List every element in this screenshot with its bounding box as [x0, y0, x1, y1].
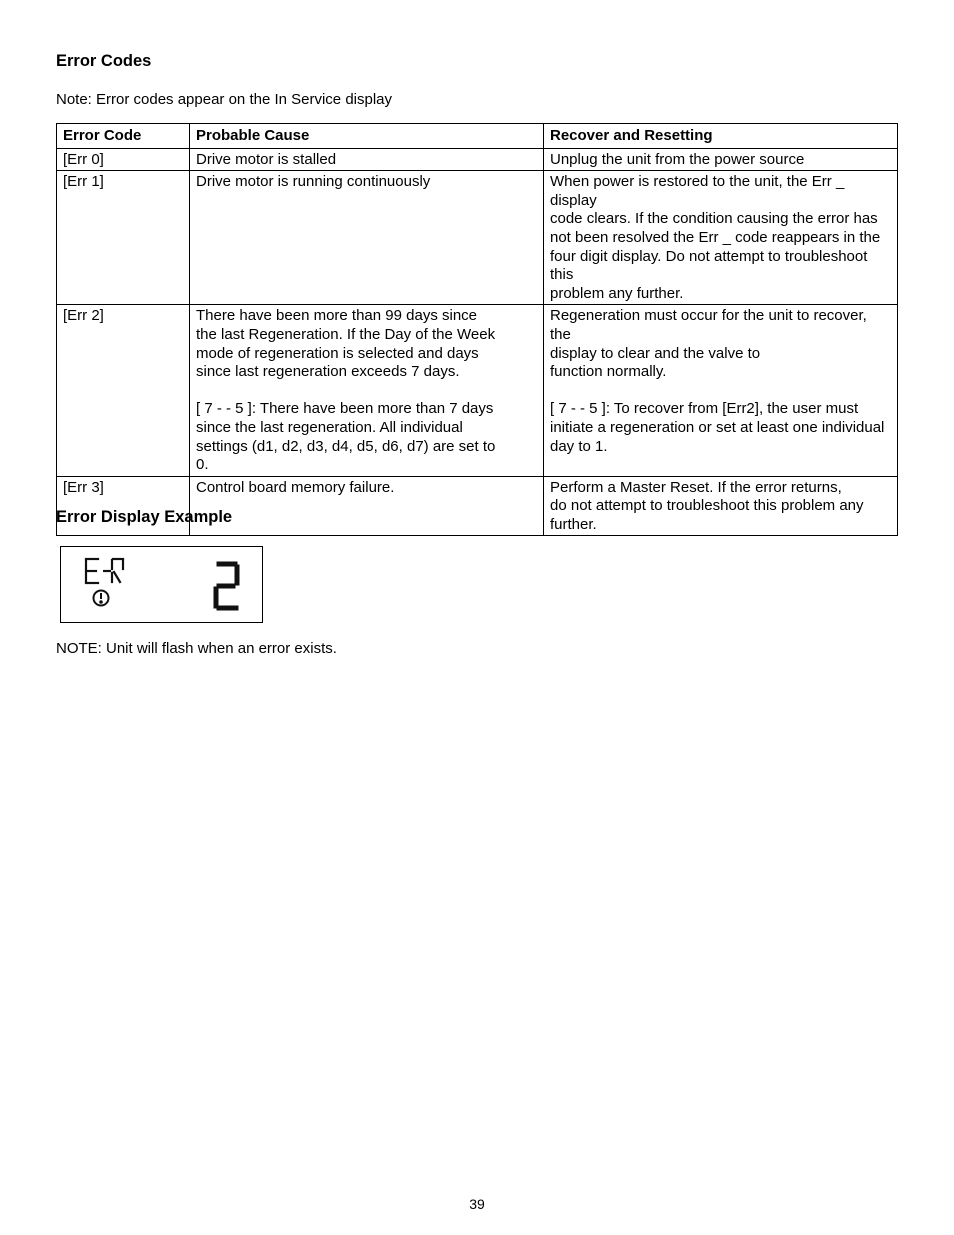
cell-line: problem any further. [550, 284, 684, 302]
cell-line: 0. [196, 456, 209, 474]
display-example-title: Error Display Example [56, 508, 233, 526]
lcd-segments [61, 547, 264, 624]
cell-probable-cause [190, 171, 544, 305]
cell-recover-resetting [544, 305, 898, 476]
cell-line: since the last regeneration. All individual [196, 418, 463, 436]
cell-error-code: [Err 0] [57, 148, 190, 171]
cell-line: since last regeneration exceeds 7 days. [196, 363, 460, 381]
cell-line: do not attempt to troubleshoot this problem any [550, 497, 864, 515]
cell-error-code: [Err 2] [57, 305, 190, 476]
header-probable-cause: Probable Cause [190, 124, 544, 149]
note-bottom-text: NOTE: Unit will flash when an error exists. [56, 640, 337, 657]
cell-line: Regeneration must occur for the unit to recover, the [550, 307, 867, 343]
section-title: Error Codes [56, 52, 152, 70]
lcd-letter-e [86, 559, 98, 583]
cell-line: function normally. [550, 363, 667, 381]
cell-line: mode of regeneration is selected and days [196, 344, 479, 362]
cell-line: Control board memory failure. [196, 478, 395, 496]
cell-line: [ 7 - - 5 ]: To recover from [Err2], the user must [550, 400, 859, 418]
cell-line: four digit display. Do not attempt to troubleshoot this [550, 247, 868, 284]
cell-line: further. [550, 515, 597, 533]
cell-error-code: [Err 1] [57, 171, 190, 305]
cell-line: There have been more than 99 days since [196, 307, 478, 325]
cell-recover-resetting [544, 171, 898, 305]
note-text: Note: Error codes appear on the In Service display [56, 91, 393, 108]
cell-line: initiate a regeneration or set at least one individual [550, 418, 885, 436]
cell-line: When power is restored to the unit, the Err _ display [550, 173, 845, 209]
cell-line [196, 382, 537, 401]
cell-probable-cause [190, 305, 544, 476]
alert-circle-icon [94, 591, 109, 606]
cell-line: settings (d1, d2, d3, d4, d5, d6, d7) are set to [196, 437, 496, 455]
lcd-display-example [60, 546, 263, 623]
table-row [57, 171, 898, 305]
error-codes-table [56, 123, 898, 536]
cell-recover-resetting [544, 148, 898, 171]
lcd-digit-2 [216, 564, 237, 608]
page-number: 39 [469, 1196, 485, 1212]
cell-probable-cause [190, 476, 544, 536]
cell-line: Perform a Master Reset. If the error returns, [550, 478, 842, 496]
header-error-code: Error Code [57, 124, 190, 149]
table-header-row [57, 124, 898, 149]
cell-line: not been resolved the Err _ code reappears in the [550, 228, 881, 246]
header-recover-resetting: Recover and Resetting [544, 124, 898, 149]
cell-line: the last Regeneration. If the Day of the Week [196, 325, 496, 343]
cell-line: day to 1. [550, 437, 608, 455]
cell-line: code clears. If the condition causing the error has [550, 210, 878, 228]
cell-error-code: [Err 3] [57, 476, 190, 536]
cell-line: Unplug the unit from the power source [550, 150, 805, 168]
table-row [57, 305, 898, 476]
table-row [57, 476, 898, 536]
cell-probable-cause [190, 148, 544, 171]
cell-line: Drive motor is stalled [196, 150, 337, 168]
cell-recover-resetting [544, 476, 898, 536]
table-row [57, 148, 898, 171]
cell-line [550, 382, 891, 401]
cell-line: [ 7 - - 5 ]: There have been more than 7 days [196, 400, 494, 418]
cell-line: display to clear and the valve to [550, 344, 761, 362]
lcd-letter-r [112, 559, 123, 582]
cell-line: Drive motor is running continuously [196, 173, 431, 191]
